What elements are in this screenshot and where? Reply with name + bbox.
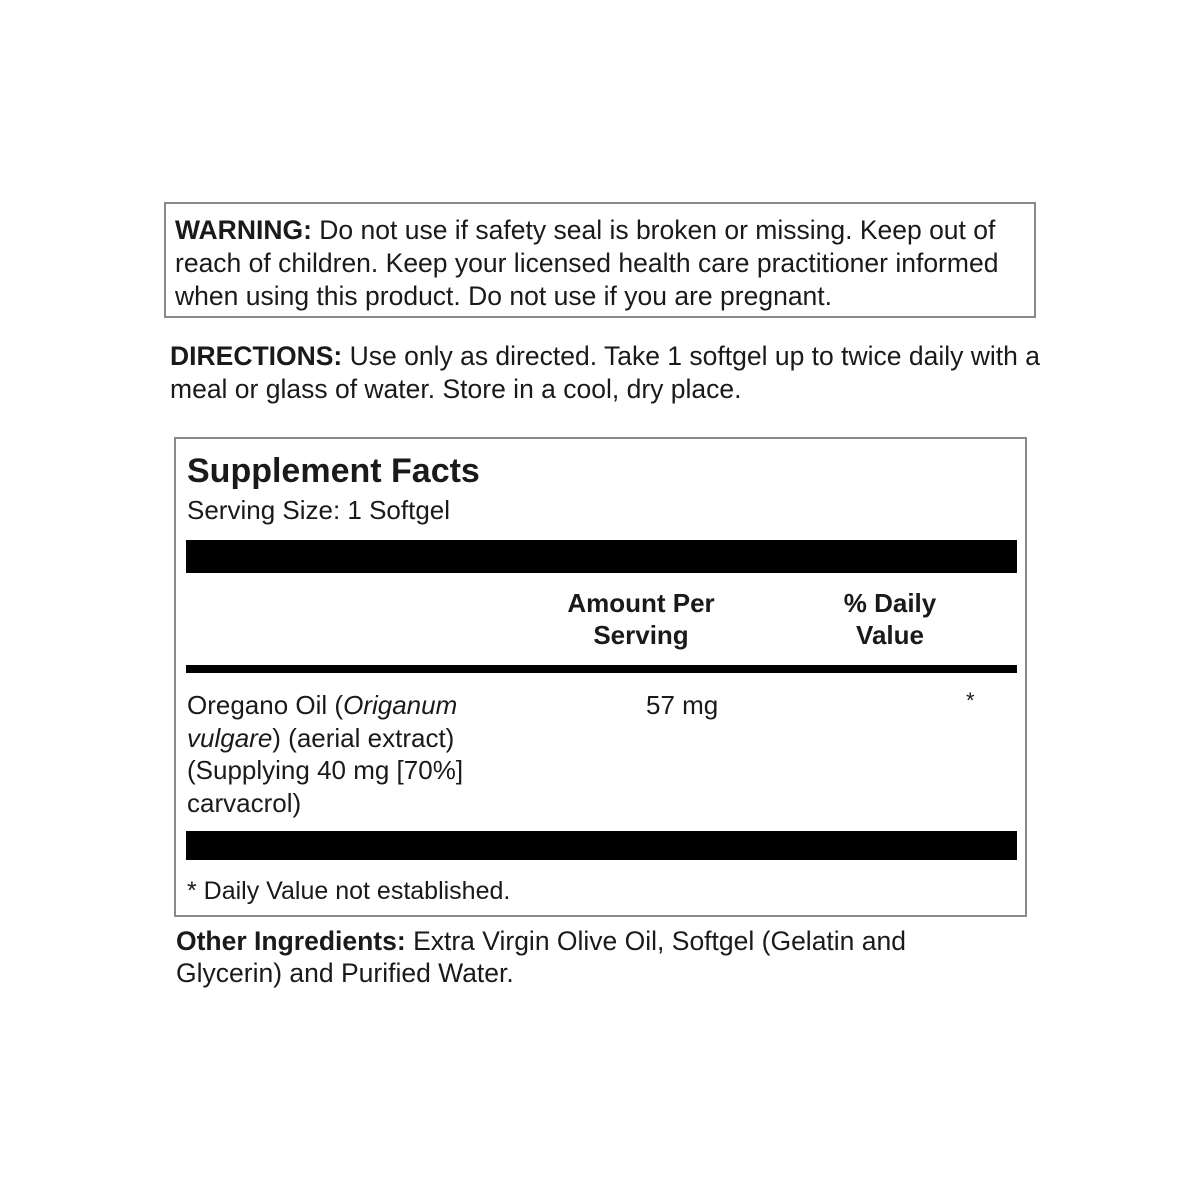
directions-section xyxy=(170,340,1050,406)
other-ingredients xyxy=(176,925,1006,989)
supplement-facts-panel xyxy=(174,437,1027,917)
warning-text: Do not use if safety seal is broken or missing. Keep out of reach of children. Keep your licensed health care practitioner informed when using this product. Do not use if you are pregnant. xyxy=(175,215,999,311)
directions-label: DIRECTIONS: xyxy=(170,341,343,371)
daily-value-footnote: * Daily Value not established. xyxy=(187,877,511,905)
amount-header-line2: Serving xyxy=(593,620,689,650)
supplement-facts-title: Supplement Facts xyxy=(187,452,480,490)
ingredient-name-after: ) (aerial extract) (Supplying 40 mg [70%] carvacrol) xyxy=(187,722,464,818)
serving-size: Serving Size: 1 Softgel xyxy=(187,495,451,525)
ingredient-name-before: Oregano Oil ( xyxy=(187,690,344,720)
header-divider-bar xyxy=(186,665,1017,673)
bottom-divider-bar xyxy=(186,831,1017,860)
amount-header-line1: Amount Per xyxy=(567,588,715,618)
directions-text: Use only as directed. Take 1 softgel up to twice daily with a meal or glass of water. Store in a cool, dry place. xyxy=(170,341,1040,404)
ingredient-latin-name: Origanum vulgare xyxy=(187,690,458,753)
warning-label: WARNING: xyxy=(175,215,312,245)
dv-header-line1: % Daily xyxy=(843,588,937,618)
ingredient-daily-value: * xyxy=(966,688,975,713)
ingredient-amount: 57 mg xyxy=(646,690,719,720)
top-divider-bar xyxy=(186,540,1017,573)
other-ingredients-text: Extra Virgin Olive Oil, Softgel (Gelatin and Glycerin) and Purified Water. xyxy=(176,926,906,988)
dv-header-line2: Value xyxy=(856,620,924,650)
daily-value-header xyxy=(816,587,964,651)
warning-box xyxy=(164,202,1036,318)
ingredient-name xyxy=(187,689,517,819)
other-ingredients-label: Other Ingredients: xyxy=(176,926,406,956)
amount-per-serving-header xyxy=(546,587,736,651)
